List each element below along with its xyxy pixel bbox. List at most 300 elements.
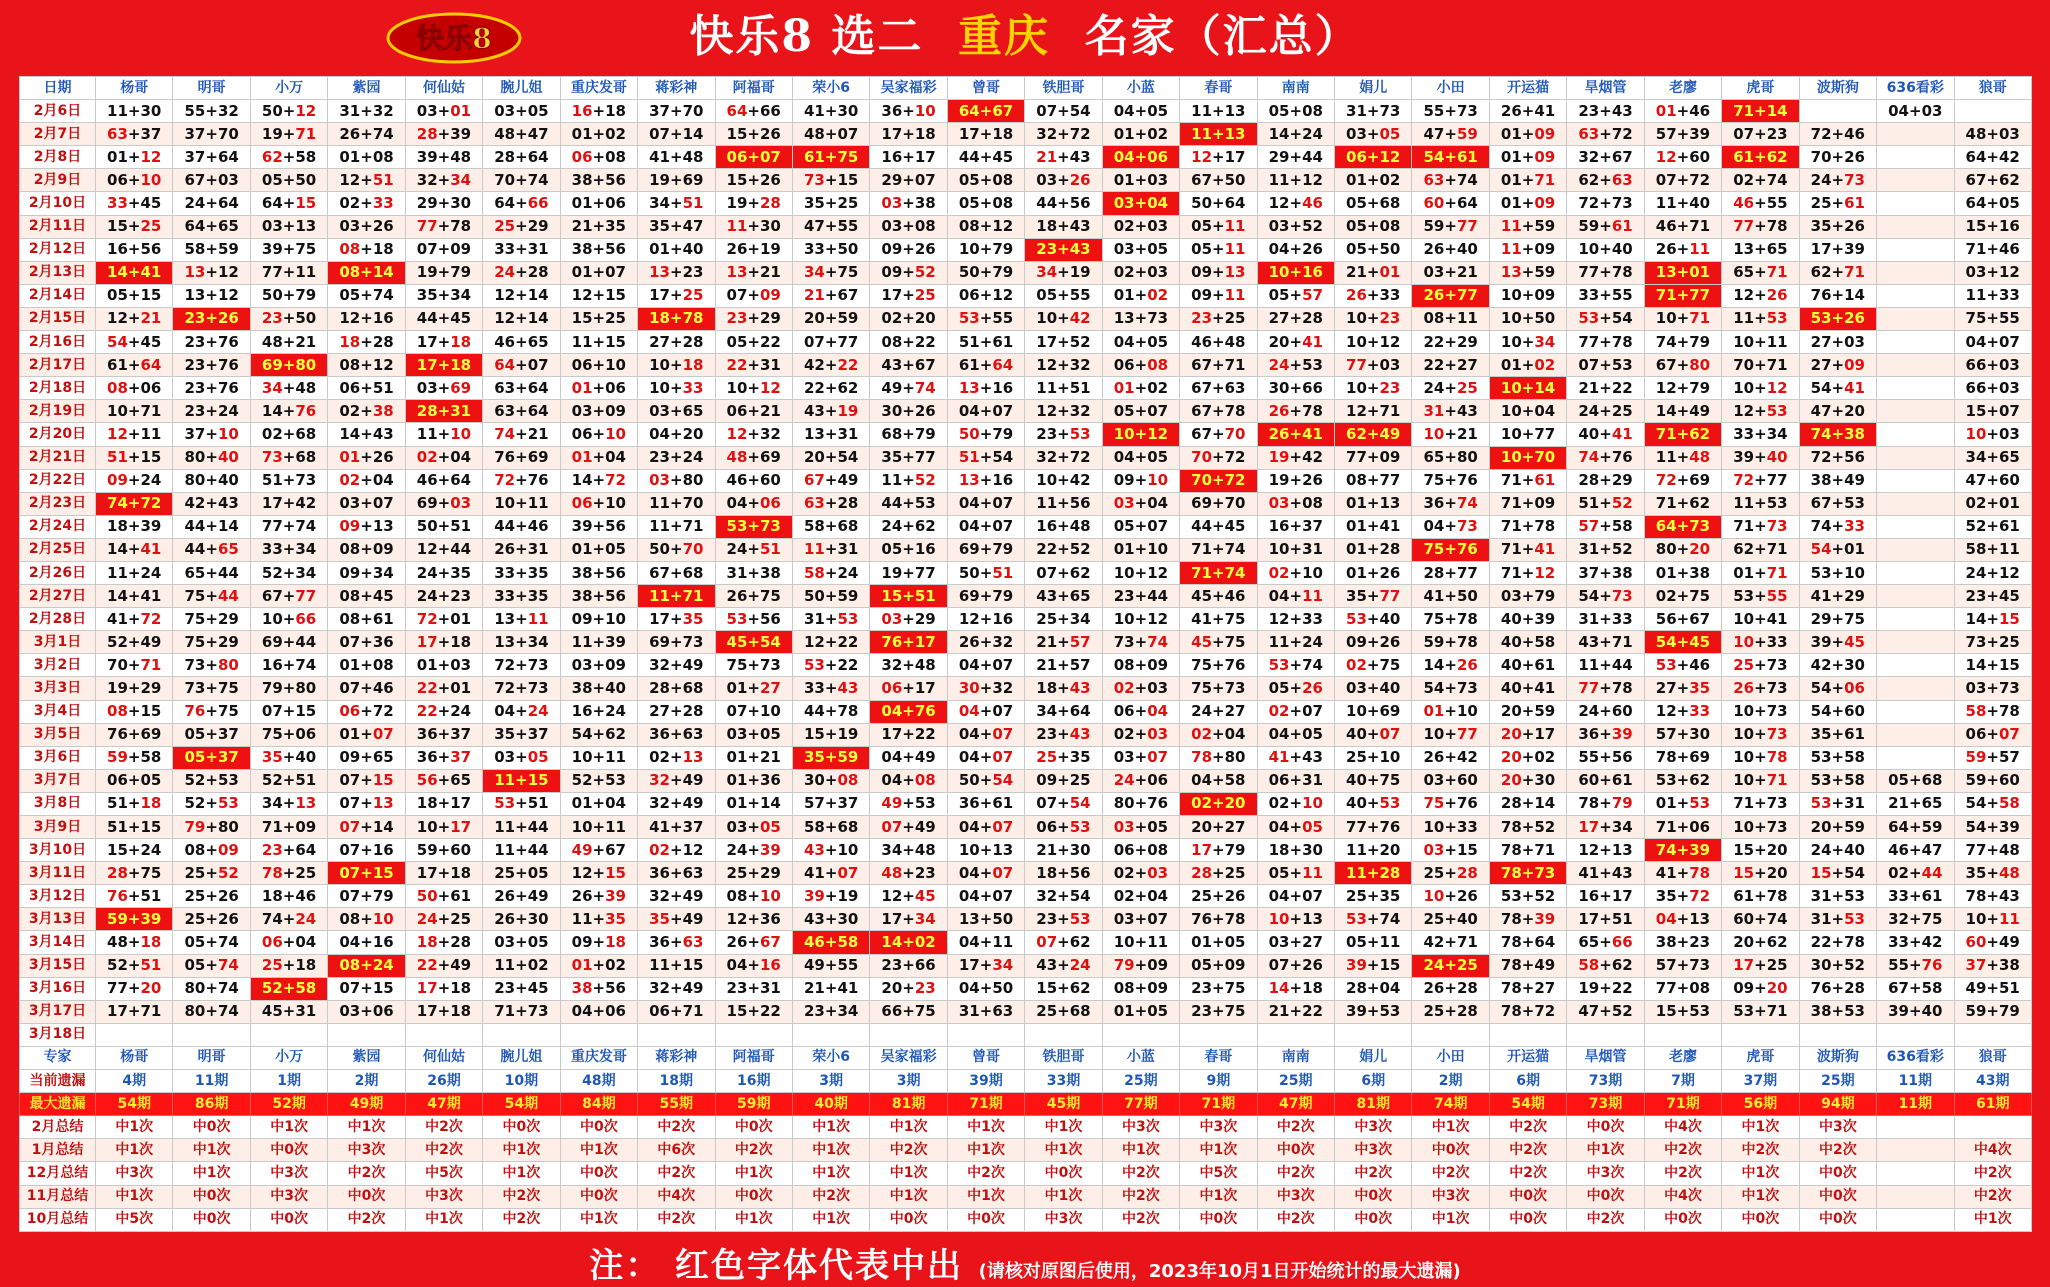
pick-cell: 08+11 xyxy=(1412,307,1489,330)
pick-cell: 08+09 xyxy=(1102,654,1179,677)
expert-header-cell: 旱烟管 xyxy=(1567,1046,1644,1069)
pick-cell: 09+65 xyxy=(328,746,405,769)
number: 10 xyxy=(1113,563,1135,582)
number: 25 xyxy=(494,863,516,882)
hit-number: 58 xyxy=(1965,702,1987,721)
footer-note-sub: (请核对原图后使用，2023年10月1日开始统计的最大遗漏) xyxy=(978,1261,1461,1282)
number: 79 xyxy=(295,286,317,305)
hit-number: 07 xyxy=(992,725,1014,744)
number: 12 xyxy=(217,286,239,305)
pick-cell: 17+25 xyxy=(638,284,715,307)
pick-cell: 01+71 xyxy=(1489,169,1566,192)
max-miss-cell: 81期 xyxy=(870,1093,947,1116)
date-cell: 2月24日 xyxy=(20,515,96,538)
number: 53 xyxy=(726,517,748,536)
pick-cell: 10+18 xyxy=(638,354,715,377)
number: 40 xyxy=(1379,609,1401,628)
summary-cell: 中2次 xyxy=(638,1162,715,1185)
number: 01 xyxy=(107,147,128,166)
number: 24 xyxy=(450,702,472,721)
number: 05 xyxy=(1346,194,1367,213)
pick-cell: 57+58 xyxy=(1567,515,1644,538)
number: 26 xyxy=(217,909,239,928)
number: 27 xyxy=(1224,817,1246,836)
number: 33 xyxy=(1456,817,1478,836)
pick-cell: 10+12 xyxy=(715,377,792,400)
hit-number: 63 xyxy=(107,124,128,143)
number: 73 xyxy=(1456,101,1478,120)
pick-cell: 52+53 xyxy=(560,769,637,792)
number: 26 xyxy=(1224,886,1246,905)
pick-cell: 39+19 xyxy=(792,885,869,908)
header-cell-date: 日期 xyxy=(20,77,96,100)
number: 13 xyxy=(1655,263,1677,282)
number: 02 xyxy=(1113,863,1135,882)
hit-number: 08 xyxy=(339,240,361,259)
pick-cell: 07+15 xyxy=(328,977,405,1000)
summary-cell: 中0次 xyxy=(1335,1208,1412,1231)
pick-cell: 46+71 xyxy=(1644,215,1721,238)
pick-cell: 78+71 xyxy=(1489,839,1566,862)
number: 41 xyxy=(1191,609,1213,628)
number: 78 xyxy=(1456,632,1478,651)
number: 44 xyxy=(527,840,549,859)
number: 62 xyxy=(1810,263,1832,282)
pick-cell xyxy=(1877,654,1954,677)
number: 39 xyxy=(1689,124,1711,143)
pick-cell: 05+37 xyxy=(173,723,250,746)
hit-number: 49 xyxy=(881,794,903,813)
pick-cell: 10+71 xyxy=(96,400,173,423)
pick-cell: 07+54 xyxy=(1025,100,1102,123)
pick-cell: 12+53 xyxy=(1722,400,1799,423)
number: 06 xyxy=(958,286,980,305)
number: 17 xyxy=(958,956,980,975)
number: 52 xyxy=(107,956,128,975)
pick-cell: 04+07 xyxy=(947,723,1024,746)
number: 73 xyxy=(760,655,781,674)
pick-cell: 01+08 xyxy=(328,146,405,169)
number: 11 xyxy=(1191,101,1213,120)
pick-cell xyxy=(1877,423,1954,446)
pick-cell: 66+75 xyxy=(870,1000,947,1023)
number: 19 xyxy=(881,563,903,582)
pick-cell: 16+56 xyxy=(96,238,173,261)
number: 19 xyxy=(726,194,748,213)
pick-cell: 76+69 xyxy=(483,446,560,469)
number: 07 xyxy=(760,147,781,166)
hit-number: 23 xyxy=(261,840,283,859)
number: 09 xyxy=(1036,771,1058,790)
pick-cell: 70+26 xyxy=(1799,146,1876,169)
pick-cell: 11+09 xyxy=(1489,238,1566,261)
pick-cell: 75+76 xyxy=(1180,654,1257,677)
number: 80 xyxy=(295,678,317,697)
number: 32 xyxy=(881,655,903,674)
number: 50 xyxy=(1534,309,1556,328)
pick-cell xyxy=(1877,631,1954,654)
pick-cell: 06+17 xyxy=(870,677,947,700)
number: 38 xyxy=(1810,471,1832,490)
pick-cell: 02+12 xyxy=(638,839,715,862)
pick-cell: 34+13 xyxy=(250,792,327,815)
pick-cell: 03+06 xyxy=(328,1000,405,1023)
number: 46 xyxy=(1844,124,1865,143)
hit-number: 24 xyxy=(1113,771,1135,790)
pick-cell: 59+61 xyxy=(1567,215,1644,238)
pick-cell: 78+80 xyxy=(1180,746,1257,769)
hit-number: 64 xyxy=(494,355,516,374)
number: 28 xyxy=(837,494,859,513)
summary-cell: 中1次 xyxy=(1722,1162,1799,1185)
number: 70 xyxy=(217,124,239,143)
expert-header-cell: 老廖 xyxy=(1644,77,1721,100)
pick-cell: 60+64 xyxy=(1412,192,1489,215)
pick-cell: 23+43 xyxy=(1025,723,1102,746)
number: 04 xyxy=(1191,771,1213,790)
number: 28 xyxy=(372,332,394,351)
hit-number: 76 xyxy=(295,401,317,420)
pick-cell: 21+57 xyxy=(1025,654,1102,677)
summary-cell: 中2次 xyxy=(1489,1116,1566,1139)
number: 04 xyxy=(1268,240,1290,259)
pick-cell: 12+11 xyxy=(96,423,173,446)
number: 28 xyxy=(1302,309,1323,328)
hit-number: 05 xyxy=(1379,124,1401,143)
number: 03 xyxy=(261,217,283,236)
date-cell: 2月14日 xyxy=(20,284,96,307)
number: 35 xyxy=(1379,886,1401,905)
pick-cell xyxy=(1335,1023,1412,1046)
number: 67 xyxy=(261,586,283,605)
number: 25 xyxy=(1423,909,1445,928)
pick-cell: 52+61 xyxy=(1954,515,2031,538)
summary-cell: 中2次 xyxy=(870,1139,947,1162)
pick-cell: 08+10 xyxy=(715,885,792,908)
number: 28 xyxy=(682,332,704,351)
number: 28 xyxy=(1844,979,1865,998)
number: 34 xyxy=(1036,702,1058,721)
pick-cell: 01+06 xyxy=(560,192,637,215)
number: 10 xyxy=(107,401,128,420)
number: 53 xyxy=(914,794,936,813)
hit-number: 14 xyxy=(1268,979,1290,998)
pick-cell: 11+71 xyxy=(638,515,715,538)
number: 05 xyxy=(184,956,206,975)
number: 33 xyxy=(1578,286,1600,305)
number: 07 xyxy=(605,263,626,282)
pick-cell: 19+42 xyxy=(1257,446,1334,469)
hit-number: 20 xyxy=(1500,748,1522,767)
hit-number: 18 xyxy=(140,794,162,813)
pick-cell: 35+77 xyxy=(1335,585,1412,608)
number: 19 xyxy=(1578,979,1600,998)
number: 27 xyxy=(1456,355,1478,374)
summary-cell: 中2次 xyxy=(405,1116,482,1139)
number: 27 xyxy=(1810,355,1832,374)
hit-number: 63 xyxy=(1611,170,1633,189)
expert-header-cell: 明哥 xyxy=(173,1046,250,1069)
number: 48 xyxy=(107,933,128,952)
number: 24 xyxy=(881,517,903,536)
pick-cell: 40+53 xyxy=(1335,792,1412,815)
number: 42 xyxy=(1456,748,1478,767)
hit-number: 54 xyxy=(1810,540,1832,559)
number: 14 xyxy=(107,586,128,605)
pick-cell: 05+68 xyxy=(1335,192,1412,215)
hit-number: 13 xyxy=(726,263,748,282)
pick-cell: 36+37 xyxy=(405,746,482,769)
number: 75 xyxy=(140,863,162,882)
number: 02 xyxy=(527,956,549,975)
data-row xyxy=(20,723,2032,746)
pick-cell: 29+75 xyxy=(1799,608,1876,631)
number: 33 xyxy=(1379,286,1401,305)
number: 63 xyxy=(494,401,516,420)
number: 48 xyxy=(682,147,704,166)
number: 34 xyxy=(837,1002,859,1021)
number: 40 xyxy=(1379,678,1401,697)
hit-number: 73 xyxy=(1844,170,1865,189)
hit-number: 02 xyxy=(1346,655,1367,674)
number: 48 xyxy=(450,147,472,166)
number: 13 xyxy=(1733,240,1755,259)
date-cell: 2月23日 xyxy=(20,492,96,515)
number: 05 xyxy=(1268,863,1290,882)
hit-number: 63 xyxy=(803,494,825,513)
number: 09 xyxy=(605,655,626,674)
number: 05 xyxy=(1036,286,1058,305)
pick-cell: 80+76 xyxy=(1102,792,1179,815)
pick-cell: 13+59 xyxy=(1489,261,1566,284)
pick-cell: 05+08 xyxy=(947,169,1024,192)
number: 14 xyxy=(1965,609,1987,628)
number: 64 xyxy=(958,101,980,120)
pick-cell: 43+10 xyxy=(792,839,869,862)
pick-cell: 32+72 xyxy=(1025,446,1102,469)
pick-cell: 53+51 xyxy=(483,792,560,815)
pick-cell: 72+69 xyxy=(1644,469,1721,492)
number: 74 xyxy=(372,124,394,143)
pick-cell: 44+45 xyxy=(947,146,1024,169)
number: 05 xyxy=(527,863,549,882)
pick-cell: 50+51 xyxy=(405,515,482,538)
number: 18 xyxy=(450,979,472,998)
number: 19 xyxy=(649,170,670,189)
pick-cell: 02+33 xyxy=(328,192,405,215)
number: 07 xyxy=(1147,401,1169,420)
number: 10 xyxy=(571,817,593,836)
number: 74 xyxy=(1655,840,1677,859)
pick-cell: 22+49 xyxy=(405,954,482,977)
number: 13 xyxy=(295,217,317,236)
pick-cell: 78+79 xyxy=(1567,792,1644,815)
pick-cell: 45+54 xyxy=(715,631,792,654)
pick-cell: 59+58 xyxy=(96,746,173,769)
pick-cell: 06+10 xyxy=(560,354,637,377)
summary-cell: 中1次 xyxy=(947,1116,1024,1139)
number: 34 xyxy=(295,563,317,582)
pick-cell: 72+46 xyxy=(1799,123,1876,146)
summary-row xyxy=(20,1208,2032,1231)
hit-number: 11 xyxy=(1500,217,1522,236)
date-cell: 3月5日 xyxy=(20,723,96,746)
number: 04 xyxy=(339,933,361,952)
summary-cell: 中0次 xyxy=(560,1116,637,1139)
pick-cell: 71+74 xyxy=(1180,538,1257,561)
number: 78 xyxy=(837,702,859,721)
pick-cell: 25+26 xyxy=(1180,885,1257,908)
summary-cell: 中1次 xyxy=(173,1139,250,1162)
number: 74 xyxy=(295,517,317,536)
number: 45 xyxy=(1689,632,1711,651)
summary-cell: 中5次 xyxy=(1180,1162,1257,1185)
number: 08 xyxy=(881,332,903,351)
number: 09 xyxy=(1224,956,1246,975)
number: 03 xyxy=(494,101,516,120)
number: 78 xyxy=(682,309,704,328)
pick-cell: 04+49 xyxy=(870,746,947,769)
number: 02 xyxy=(1113,263,1135,282)
number: 24 xyxy=(837,563,859,582)
pick-cell: 17+18 xyxy=(405,354,482,377)
pick-cell: 25+68 xyxy=(1025,1000,1102,1023)
hit-number: 16 xyxy=(571,101,593,120)
number: 39 xyxy=(1733,448,1755,467)
number: 10 xyxy=(1456,702,1478,721)
number: 73 xyxy=(1224,678,1246,697)
number: 12 xyxy=(339,170,361,189)
summary-cell: 中0次 xyxy=(173,1185,250,1208)
summary-cell: 中0次 xyxy=(173,1208,250,1231)
number: 15 xyxy=(571,309,593,328)
number: 13 xyxy=(1689,909,1711,928)
pick-cell: 07+77 xyxy=(792,331,869,354)
pick-cell: 11+56 xyxy=(1025,492,1102,515)
pick-cell: 05+26 xyxy=(1257,677,1334,700)
pick-cell: 11+13 xyxy=(1180,123,1257,146)
pick-cell: 70+71 xyxy=(1722,354,1799,377)
number: 72 xyxy=(1069,124,1091,143)
summary-label: 12月总结 xyxy=(20,1162,96,1185)
hit-number: 12 xyxy=(760,378,781,397)
pick-cell: 02+10 xyxy=(1257,792,1334,815)
pick-cell: 27+28 xyxy=(1257,307,1334,330)
pick-cell: 38+56 xyxy=(560,238,637,261)
summary-cell xyxy=(1954,1116,2031,1139)
pick-cell: 07+53 xyxy=(1567,354,1644,377)
number: 75 xyxy=(837,147,859,166)
pick-cell: 01+26 xyxy=(1335,561,1412,584)
hit-number: 52 xyxy=(1611,494,1633,513)
number: 17 xyxy=(450,794,472,813)
pick-cell: 49+55 xyxy=(792,954,869,977)
pick-cell: 52+58 xyxy=(250,977,327,1000)
pick-cell: 40+39 xyxy=(1489,608,1566,631)
number: 67 xyxy=(1191,355,1213,374)
number: 38 xyxy=(1810,1002,1832,1021)
number: 03 xyxy=(1423,263,1445,282)
pick-cell xyxy=(1877,146,1954,169)
data-row xyxy=(20,400,2032,423)
summary-cell: 中0次 xyxy=(1567,1185,1644,1208)
pick-cell: 61+78 xyxy=(1722,885,1799,908)
hit-number: 77 xyxy=(1733,217,1755,236)
number: 65 xyxy=(1921,794,1943,813)
number: 66 xyxy=(760,101,781,120)
number: 79 xyxy=(261,678,283,697)
pick-cell: 58+62 xyxy=(1567,954,1644,977)
number: 04 xyxy=(958,517,980,536)
pick-cell: 17+25 xyxy=(870,284,947,307)
pick-cell: 74+24 xyxy=(250,908,327,931)
pick-cell: 04+07 xyxy=(1954,331,2031,354)
pick-cell: 44+45 xyxy=(1180,515,1257,538)
number: 35 xyxy=(649,217,670,236)
hit-number: 17 xyxy=(1578,817,1600,836)
number: 07 xyxy=(1036,101,1058,120)
pick-cell: 10+17 xyxy=(405,816,482,839)
hit-number: 70 xyxy=(682,540,704,559)
number: 11 xyxy=(107,101,128,120)
pick-cell: 18+28 xyxy=(328,331,405,354)
number: 53 xyxy=(1844,886,1865,905)
pick-cell: 59+39 xyxy=(96,908,173,931)
max-miss-cell: 55期 xyxy=(638,1093,715,1116)
hit-number: 74 xyxy=(914,378,936,397)
pick-cell: 60+49 xyxy=(1954,931,2031,954)
number: 51 xyxy=(1578,494,1600,513)
hit-number: 41 xyxy=(140,540,162,559)
number: 56 xyxy=(1655,609,1677,628)
number: 19 xyxy=(837,725,859,744)
number: 54 xyxy=(1655,632,1677,651)
pick-cell: 61+64 xyxy=(947,354,1024,377)
pick-cell xyxy=(1877,215,1954,238)
number: 75 xyxy=(184,609,206,628)
number: 31 xyxy=(1302,771,1323,790)
number: 03 xyxy=(1999,355,2020,374)
pick-cell: 49+53 xyxy=(870,792,947,815)
pick-cell: 13+21 xyxy=(715,261,792,284)
number: 79 xyxy=(992,263,1014,282)
number: 22 xyxy=(1423,355,1445,374)
pick-cell: 49+74 xyxy=(870,377,947,400)
pick-cell: 21+22 xyxy=(1567,377,1644,400)
summary-cell: 中2次 xyxy=(715,1139,792,1162)
number: 68 xyxy=(682,563,704,582)
hit-number: 54 xyxy=(992,771,1014,790)
hit-number: 51 xyxy=(958,448,980,467)
max-miss-cell: 54期 xyxy=(96,1093,173,1116)
number: 07 xyxy=(416,240,438,259)
hit-number: 80 xyxy=(1689,355,1711,374)
number: 07 xyxy=(914,170,936,189)
number: 42 xyxy=(1999,147,2020,166)
number: 65 xyxy=(527,332,549,351)
number: 23 xyxy=(682,263,704,282)
number: 40 xyxy=(295,748,317,767)
number: 05 xyxy=(881,540,903,559)
number: 03 xyxy=(1965,678,1987,697)
pick-cell: 01+38 xyxy=(1644,561,1721,584)
pick-cell: 01+36 xyxy=(715,769,792,792)
pick-cell: 11+53 xyxy=(1722,492,1799,515)
date-cell: 2月15日 xyxy=(20,307,96,330)
pick-cell: 35+77 xyxy=(870,446,947,469)
number: 15 xyxy=(605,332,626,351)
pick-cell: 24+64 xyxy=(173,192,250,215)
